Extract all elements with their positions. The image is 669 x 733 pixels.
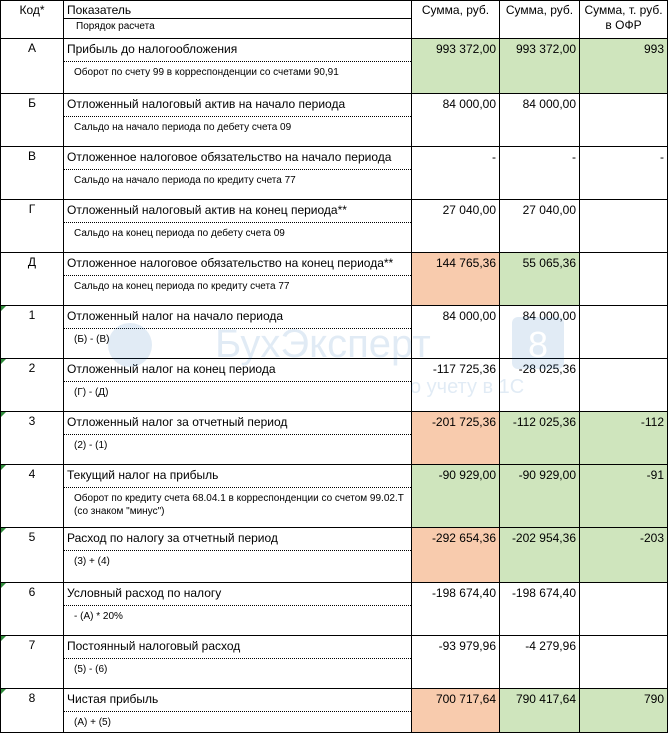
row-indicator-cell — [64, 636, 412, 689]
row-code-text: 1 — [28, 308, 36, 322]
row-code — [1, 94, 64, 147]
cell-marker-icon — [1, 583, 6, 588]
table-body — [1, 39, 668, 733]
row-indicator-cell — [64, 412, 412, 465]
row-sum2: -28 025,36 — [500, 359, 580, 412]
row-code — [1, 689, 64, 733]
row-sum3: -203 — [580, 528, 668, 583]
row-indicator-cell — [64, 689, 412, 733]
row-indicator-cell — [64, 465, 412, 528]
row-sum1: 27 040,00 — [412, 200, 500, 253]
row-sum1: -198 674,40 — [412, 583, 500, 636]
row-sum2: - — [500, 147, 580, 200]
table-row — [1, 528, 668, 583]
header-sum3: Сумма, т. руб. в ОФР — [580, 1, 668, 39]
row-sum3 — [580, 359, 668, 412]
watermark-tagline: о учету в 1С — [410, 376, 525, 398]
table-row — [1, 689, 668, 733]
table-row — [1, 253, 668, 306]
row-sum1: -93 979,96 — [412, 636, 500, 689]
header-sum2: Сумма, руб. — [500, 1, 580, 39]
row-code-text: 7 — [28, 638, 36, 652]
row-code — [1, 306, 64, 359]
row-sum1: 993 372,00 — [412, 39, 500, 94]
row-calc-order: Сальдо на конец периода по кредиту счета 77 — [64, 275, 411, 305]
row-code-text: 6 — [28, 585, 36, 599]
row-calc-order: (2) - (1) — [64, 434, 411, 464]
row-label: Отложенное налоговое обязательство на начало периода — [67, 150, 392, 164]
row-sum3: -91 — [580, 465, 668, 528]
row-sum3: - — [580, 147, 668, 200]
cell-marker-icon — [1, 689, 6, 694]
row-indicator-cell — [64, 583, 412, 636]
row-sum1: -292 654,36 — [412, 528, 500, 583]
table-row — [1, 359, 668, 412]
row-code-text: 8 — [28, 691, 36, 705]
row-calc-order: Оборот по кредиту счета 68.04.1 в корреспонденции со счетом 99.02.Т (со знаком "минус") — [64, 487, 411, 527]
row-calc-order: (А) + (5) — [64, 711, 411, 732]
table-row — [1, 200, 668, 253]
header-indicator: Показатель — [67, 3, 132, 17]
row-code — [1, 412, 64, 465]
table-row — [1, 583, 668, 636]
row-label: Отложенный налог на конец периода — [67, 362, 276, 376]
row-indicator-cell — [64, 200, 412, 253]
header-calc-order: Порядок расчета — [64, 18, 411, 36]
row-calc-order: (Б) - (В) — [64, 328, 411, 358]
row-sum3 — [580, 306, 668, 359]
row-calc-order: (5) - (6) — [64, 658, 411, 688]
row-code-text: Г — [28, 202, 36, 216]
row-code — [1, 359, 64, 412]
table-row — [1, 306, 668, 359]
row-sum3 — [580, 253, 668, 306]
row-sum2: 993 372,00 — [500, 39, 580, 94]
row-code — [1, 39, 64, 94]
row-indicator-cell — [64, 94, 412, 147]
row-indicator-cell — [64, 39, 412, 94]
row-label: Расход по налогу за отчетный период — [67, 531, 278, 545]
table-row — [1, 147, 668, 200]
cell-marker-icon — [1, 465, 6, 470]
row-code — [1, 200, 64, 253]
row-sum1: - — [412, 147, 500, 200]
row-label: Отложенный налог за отчетный период — [67, 415, 288, 429]
table-row — [1, 412, 668, 465]
row-indicator-cell — [64, 359, 412, 412]
row-calc-order: (3) + (4) — [64, 550, 411, 582]
row-code — [1, 253, 64, 306]
row-sum2: -90 929,00 — [500, 465, 580, 528]
cell-marker-icon — [1, 306, 6, 311]
watermark-digit: 8 — [528, 324, 549, 365]
row-calc-order: - (А) * 20% — [64, 605, 411, 635]
row-sum3: -112 — [580, 412, 668, 465]
table-row — [1, 94, 668, 147]
row-code-text: В — [27, 149, 36, 163]
table-row — [1, 465, 668, 528]
row-code-text: 5 — [28, 530, 36, 544]
row-sum2: 790 417,64 — [500, 689, 580, 733]
row-label: Постоянный налоговый расход — [67, 639, 241, 653]
row-sum1: 84 000,00 — [412, 94, 500, 147]
row-sum1: 700 717,64 — [412, 689, 500, 733]
row-label: Отложенный налог на начало периода — [67, 309, 284, 323]
row-calc-order: Сальдо на начало периода по кредиту счета 77 — [64, 169, 411, 199]
row-indicator-cell — [64, 306, 412, 359]
row-code-text: А — [27, 41, 36, 55]
row-sum2: 84 000,00 — [500, 94, 580, 147]
row-sum2: -202 954,36 — [500, 528, 580, 583]
row-indicator-cell — [64, 253, 412, 306]
row-label: Отложенный налоговый актив на начало периода — [67, 97, 346, 111]
row-sum2: -198 674,40 — [500, 583, 580, 636]
row-code-text: 4 — [28, 467, 36, 481]
row-calc-order: Сальдо на конец периода по дебету счета 09 — [64, 222, 411, 252]
row-code — [1, 636, 64, 689]
row-indicator-cell — [64, 147, 412, 200]
row-label: Отложенное налоговое обязательство на конец периода** — [67, 256, 394, 270]
row-indicator-cell — [64, 528, 412, 583]
row-label: Условный расход по налогу — [67, 586, 222, 600]
row-calc-order: (Г) - (Д) — [64, 381, 411, 411]
row-sum2: 55 065,36 — [500, 253, 580, 306]
row-code — [1, 528, 64, 583]
table-row — [1, 636, 668, 689]
row-sum2: 27 040,00 — [500, 200, 580, 253]
row-sum3 — [580, 200, 668, 253]
row-code-text: 2 — [28, 361, 36, 375]
row-sum3: 993 — [580, 39, 668, 94]
row-label: Отложенный налоговый актив на конец периода** — [67, 203, 347, 217]
row-sum1: -90 929,00 — [412, 465, 500, 528]
header-sum1: Сумма, руб. — [412, 1, 500, 39]
row-code-text: Д — [27, 255, 37, 269]
row-code-text: Б — [28, 96, 36, 110]
row-label: Чистая прибыль — [67, 692, 159, 706]
row-label: Текущий налог на прибыль — [67, 468, 219, 482]
row-sum2: -4 279,96 — [500, 636, 580, 689]
row-sum1: 84 000,00 — [412, 306, 500, 359]
header-code: Код* — [1, 1, 64, 39]
row-sum2: 84 000,00 — [500, 306, 580, 359]
row-calc-order: Сальдо на начало периода по дебету счета 09 — [64, 116, 411, 146]
row-sum2: -112 025,36 — [500, 412, 580, 465]
row-code — [1, 465, 64, 528]
row-sum3 — [580, 94, 668, 147]
cell-marker-icon — [1, 528, 6, 533]
row-sum1: -201 725,36 — [412, 412, 500, 465]
row-sum1: -117 725,36 — [412, 359, 500, 412]
row-calc-order: Оборот по счету 99 в корреспонденции со счетами 90,91 — [64, 61, 411, 93]
row-sum3 — [580, 583, 668, 636]
watermark-brand: БухЭксперт — [215, 322, 431, 366]
row-sum3: 790 — [580, 689, 668, 733]
row-code — [1, 583, 64, 636]
cell-marker-icon — [1, 412, 6, 417]
row-sum3 — [580, 636, 668, 689]
cell-marker-icon — [1, 636, 6, 641]
header-indicator-cell — [64, 1, 412, 39]
cell-marker-icon — [1, 359, 6, 364]
row-code — [1, 147, 64, 200]
row-label: Прибыль до налогообложения — [67, 42, 238, 56]
row-code-text: 3 — [28, 414, 36, 428]
row-sum1: 144 765,36 — [412, 253, 500, 306]
table-row — [1, 39, 668, 94]
